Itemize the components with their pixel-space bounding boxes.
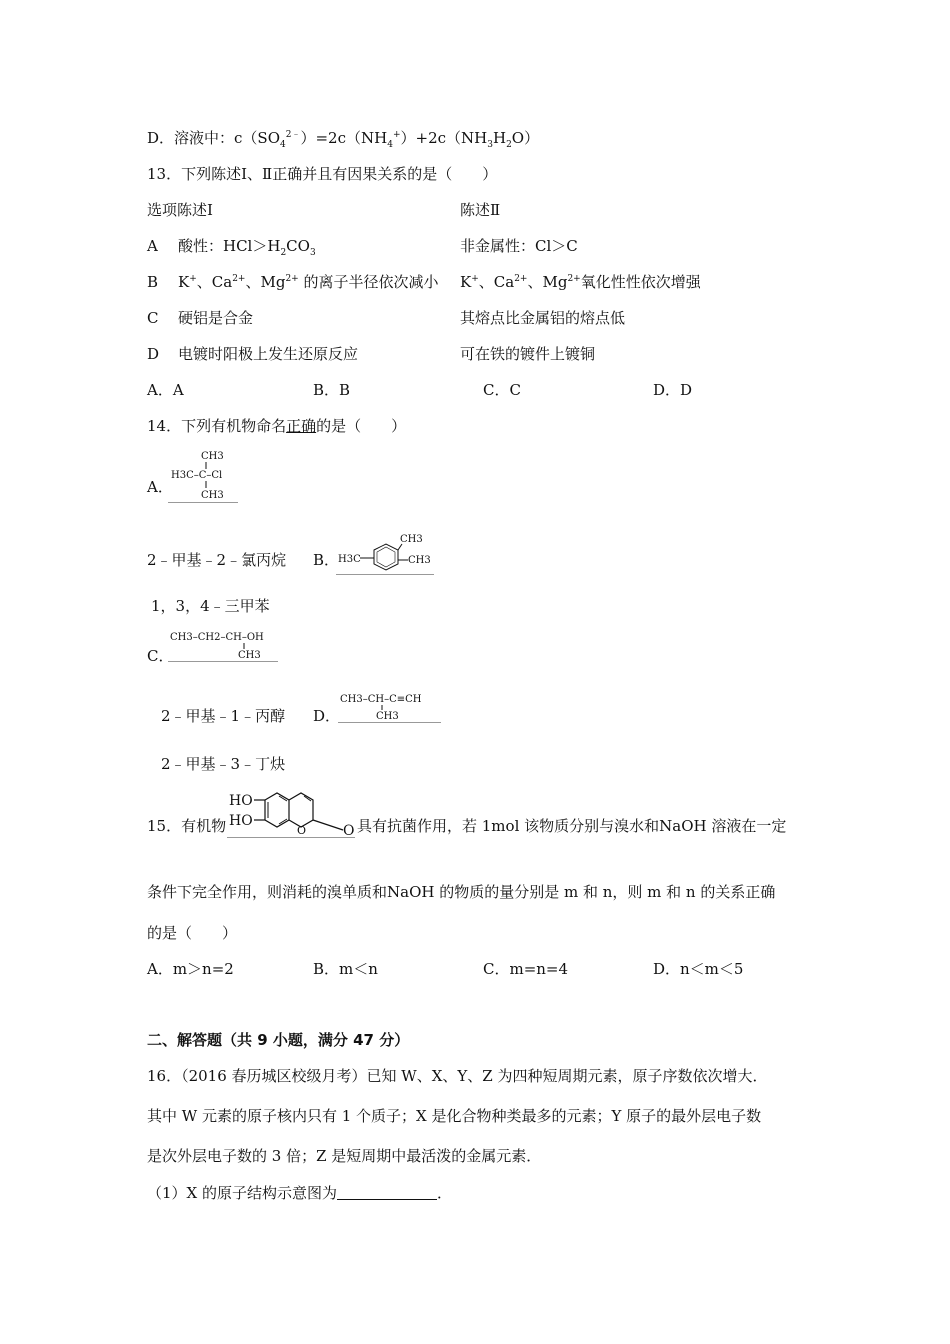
q15-choice-b[interactable]: B．m＜n (313, 960, 378, 978)
struct-b-top: CH3 (400, 534, 423, 545)
struct-c-bottom: CH3 (238, 650, 261, 661)
q16-line3: 是次外层电子数的 3 倍；Z 是短周期中最活泼的金属元素． (147, 1147, 542, 1165)
section-2-title: 二、解答题（共 9 小题，满分 47 分） (147, 1031, 410, 1049)
q16-sub1: （1）X 的原子结构示意图为 ． (147, 1184, 453, 1202)
q15-stem-line1: 具有抗菌作用，若 1mol 该物质分别与溴水和NaOH 溶液在一定 (357, 817, 787, 835)
q14-option-a-label[interactable]: A． (147, 478, 173, 496)
q15-choice-c[interactable]: C．m=n=4 (483, 960, 569, 978)
struct-15-ho1: HO (229, 793, 253, 809)
q16-line2: 其中 W 元素的原子核内只有 1 个质子；X 是化合物种类最多的元素；Y 原子的最外层电子数 (147, 1107, 762, 1125)
struct-c-main: CH3–CH2–CH–OH (170, 632, 264, 643)
q14-stem: 14．下列有机物命名正确的是（ ） (147, 417, 407, 435)
struct-15-o: O (343, 823, 355, 837)
q15-structure (227, 787, 355, 838)
q13-row-b-right: K+、$Ca^{2+}$、$Mg^{2+}$氧化性性依次增强 (460, 273, 701, 291)
q14-option-d-label[interactable]: D． (313, 707, 341, 725)
q13-row-a-right: 非金属性：Cl＞C (460, 237, 578, 255)
q14-option-a-structure (168, 446, 238, 503)
q14-option-d-name: 2﹣甲基﹣3﹣丁炔 (161, 755, 286, 773)
q13-choice-a[interactable]: A．A (147, 381, 184, 399)
struct-b-left: H3C (338, 554, 361, 565)
q12-option-d: D．溶液中：$c(SO_4^{2﹣})=2c(NH_4^+)+2c(NH_3H_2O)$ (147, 129, 540, 150)
struct-a-top: CH3 (201, 451, 224, 462)
q13-header-left: 选项陈述Ⅰ (147, 201, 213, 219)
q15-stem-line3: 的是（ ） (147, 924, 238, 942)
struct-d-main: CH3–CH–C≡CH (340, 694, 422, 705)
q13-row-a-letter: A (147, 237, 158, 255)
q14-option-b-label[interactable]: B． (313, 551, 340, 569)
q14-option-c-label[interactable]: C． (147, 647, 174, 665)
q14-option-d-structure (338, 687, 441, 723)
struct-b-right: CH3 (408, 555, 431, 566)
q14-option-a-name: 2﹣甲基﹣2﹣氯丙烷 (147, 551, 287, 569)
q13-row-b-left: K+、$Ca^{2+}$、$Mg^{2+}$ 的离子半径依次减小 (178, 273, 439, 291)
q13-choice-c[interactable]: C．C (483, 381, 521, 399)
answer-blank[interactable] (337, 1185, 437, 1200)
struct-a-main: H3C–C–Cl (171, 470, 223, 481)
q15-stem-line2: 条件下完全作用，则消耗的溴单质和NaOH 的物质的量分别是 m 和 n，则 m 和 n 的关系正确 (147, 883, 776, 901)
q14-option-c-name: 2﹣甲基﹣1﹣丙醇 (161, 707, 286, 725)
q15-choice-d[interactable]: D．n＜m＜5 (653, 960, 744, 978)
q13-row-b-letter: B (147, 273, 159, 291)
q13-row-d-left: 电镀时阳极上发生还原反应 (178, 345, 359, 363)
q14-option-b-structure (336, 530, 434, 575)
q13-row-c-right: 其熔点比金属铝的熔点低 (460, 309, 626, 327)
q13-choice-b[interactable]: B．B (313, 381, 351, 399)
q13-row-d-letter: D (147, 345, 160, 363)
q13-row-c-left: 硬铝是合金 (178, 309, 254, 327)
q15-prefix: 15．有机物 (147, 817, 227, 835)
q14-option-c-structure (168, 626, 278, 662)
q14-option-b-name: 1，3，4﹣三甲苯 (151, 597, 270, 615)
q15-choice-a[interactable]: A．m＞n=2 (147, 960, 234, 978)
struct-15-ho2: HO (229, 813, 253, 829)
q13-row-c-letter: C (147, 309, 159, 327)
q16-line1: 16．（2016 春历城区校级月考）已知 W、X、Y、Z 为四种短周期元素，原子序数依次增大． (147, 1067, 768, 1085)
q13-stem: 13．下列陈述Ⅰ、Ⅱ正确并且有因果关系的是（ ） (147, 165, 498, 183)
q13-choice-d[interactable]: D．D (653, 381, 693, 399)
q13-row-d-right: 可在铁的镀件上镀铜 (460, 345, 596, 363)
struct-a-bottom: CH3 (201, 490, 224, 501)
svg-text:O: O (297, 824, 307, 837)
q13-row-a-left: 酸性：$HCl>H_2CO_3$ (178, 237, 316, 258)
q13-header-right: 陈述Ⅱ (460, 201, 501, 219)
struct-d-bottom: CH3 (376, 711, 399, 722)
